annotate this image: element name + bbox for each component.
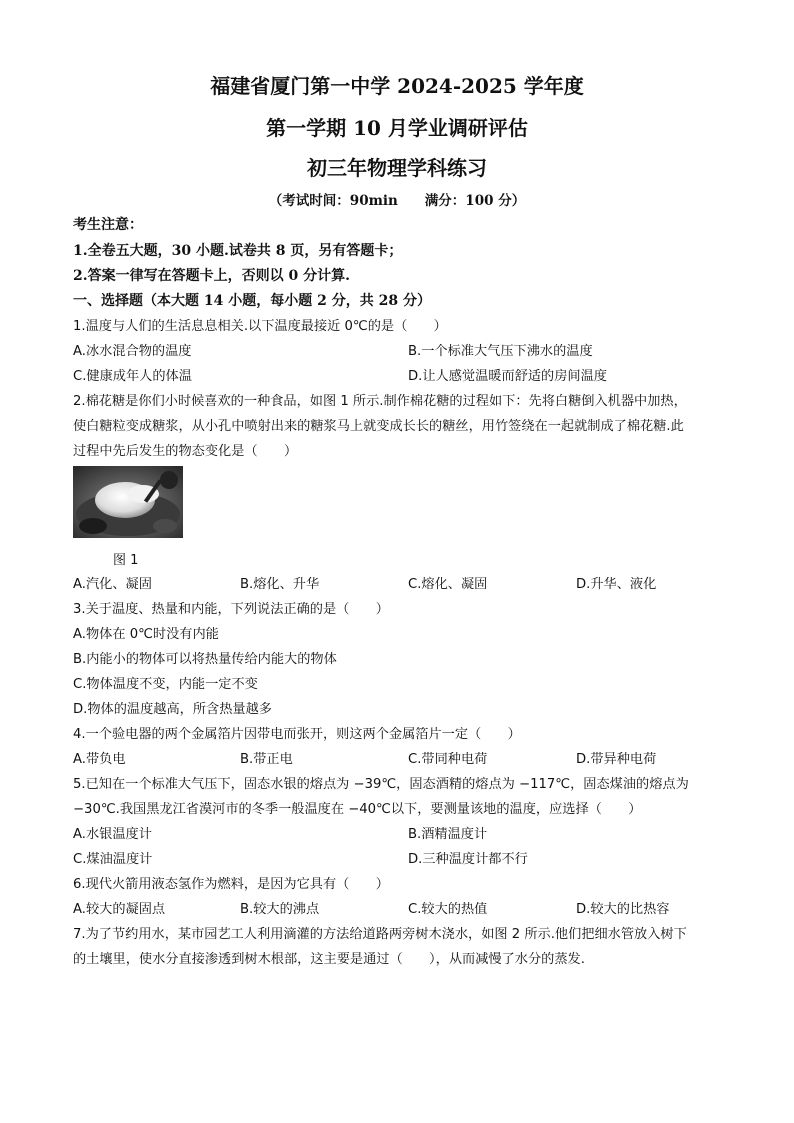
q5-stem-line2: −30℃.我国黑龙江省漠河市的冬季一般温度在 −40℃以下，要测量该地的温度，应选择（ ） xyxy=(73,802,642,817)
notice-item-2: 2.答案一律写在答题卡上，否则以 0 分计算. xyxy=(73,268,350,284)
q5-option-c: C.煤油温度计 xyxy=(73,852,153,867)
q2-stem-line3: 过程中先后发生的物态变化是（ ） xyxy=(73,444,298,459)
q2-stem-line1: 2.棉花糖是你们小时候喜欢的一种食品，如图 1 所示.制作棉花糖的过程如下：先将白糖倒入机器中加热， xyxy=(73,394,687,409)
q2-option-d: D.升华、液化 xyxy=(576,577,657,592)
q4-option-a: A.带负电 xyxy=(73,752,126,767)
q4-stem: 4.一个验电器的两个金属箔片因带电而张开，则这两个金属箔片一定（ ） xyxy=(73,727,521,742)
q4-option-c: C.带同种电荷 xyxy=(408,752,488,767)
q3-stem: 3.关于温度、热量和内能，下列说法正确的是（ ） xyxy=(73,602,389,617)
section1-heading: 一、选择题（本大题 14 小题，每小题 2 分，共 28 分） xyxy=(73,293,431,309)
q3-option-a: A.物体在 0℃时没有内能 xyxy=(73,627,219,642)
q6-option-d: D.较大的比热容 xyxy=(576,902,670,917)
figure1-caption: 图 1 xyxy=(113,553,139,568)
q2-option-c: C.熔化、凝固 xyxy=(408,577,488,592)
q7-stem-line1: 7.为了节约用水，某市园艺工人利用滴灌的方法给道路两旁树木浇水，如图 2 所示.他们把细水管放入树下 xyxy=(73,927,687,942)
q2-option-a: A.汽化、凝固 xyxy=(73,577,152,592)
q2-option-b: B.熔化、升华 xyxy=(240,577,320,592)
q7-stem-line2: 的土壤里，使水分直接渗透到树木根部，这主要是通过（ ），从而减慢了水分的蒸发. xyxy=(73,952,585,967)
notice-heading: 考生注意： xyxy=(73,217,143,233)
exam-info: （考试时间：90min 满分：100 分） xyxy=(268,193,526,209)
q4-option-b: B.带正电 xyxy=(240,752,293,767)
q6-option-b: B.较大的沸点 xyxy=(240,902,320,917)
exam-title-line1: 福建省厦门第一中学 2024-2025 学年度 xyxy=(210,74,584,98)
notice-item-1: 1.全卷五大题，30 小题.试卷共 8 页，另有答题卡； xyxy=(73,243,403,259)
q5-option-d: D.三种温度计都不行 xyxy=(408,852,528,867)
q1-option-a: A.冰水混合物的温度 xyxy=(73,344,192,359)
q5-stem-line1: 5.已知在一个标准大气压下，固态水银的熔点为 −39℃，固态酒精的熔点为 −117℃，固态煤油的熔点为 xyxy=(73,777,689,792)
cotton-candy-photo xyxy=(73,466,183,538)
q1-option-d: D.让人感觉温暖而舒适的房间温度 xyxy=(408,369,607,384)
q1-stem: 1.温度与人们的生活息息相关.以下温度最接近 0℃的是（ ） xyxy=(73,319,447,334)
q6-stem: 6.现代火箭用液态氢作为燃料，是因为它具有（ ） xyxy=(73,877,389,892)
q1-option-b: B.一个标准大气压下沸水的温度 xyxy=(408,344,593,359)
q5-option-b: B.酒精温度计 xyxy=(408,827,488,842)
q5-option-a: A.水银温度计 xyxy=(73,827,152,842)
q1-option-c: C.健康成年人的体温 xyxy=(73,369,192,384)
exam-title-line3: 初三年物理学科练习 xyxy=(307,156,487,180)
q3-option-c: C.物体温度不变，内能一定不变 xyxy=(73,677,258,692)
q4-option-d: D.带异种电荷 xyxy=(576,752,657,767)
exam-title-line2: 第一学期 10 月学业调研评估 xyxy=(266,116,528,140)
q3-option-b: B.内能小的物体可以将热量传给内能大的物体 xyxy=(73,652,337,667)
q6-option-c: C.较大的热值 xyxy=(408,902,488,917)
q3-option-d: D.物体的温度越高，所含热量越多 xyxy=(73,702,272,717)
q2-stem-line2: 使白糖粒变成糖浆，从小孔中喷射出来的糖浆马上就变成长长的糖丝，用竹签绕在一起就制成了棉花糖.此 xyxy=(73,419,684,434)
q6-option-a: A.较大的凝固点 xyxy=(73,902,166,917)
